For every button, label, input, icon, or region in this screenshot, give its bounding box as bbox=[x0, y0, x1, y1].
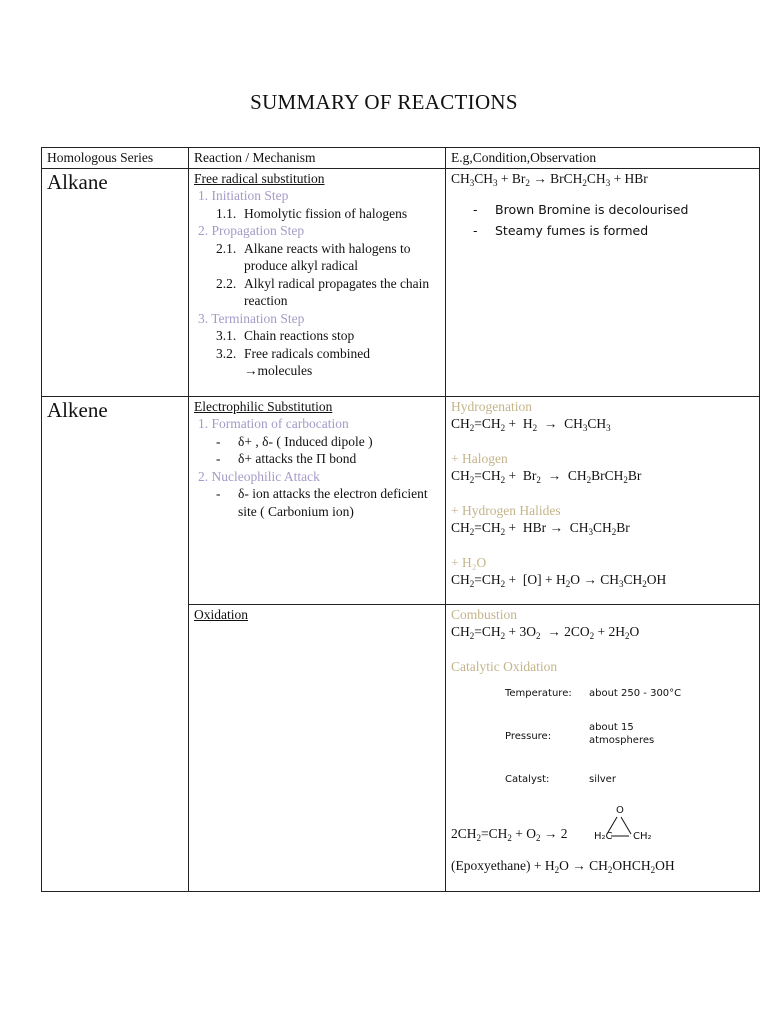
header-eg-condition-observation: E.g,Condition,Observation bbox=[446, 148, 760, 169]
label-combustion: Combustion bbox=[451, 606, 518, 622]
header-reaction-mechanism: Reaction / Mechanism bbox=[189, 148, 446, 169]
mechanism-title-alkene: Electrophilic Substitution bbox=[194, 398, 333, 414]
equation-water: $CH_2=CH_2 + [O] + H_2O \to CH_3CH_2OH$ bbox=[451, 572, 667, 589]
example-cell-alkane bbox=[446, 168, 760, 396]
reactions-table bbox=[41, 147, 760, 892]
substep-3-1: 3.1. Chain reactions stop bbox=[216, 328, 355, 343]
series-alkane: Alkane bbox=[47, 169, 108, 194]
equation-epoxyethane-hydration: (Epoxyethane) + $H_2O$ → $CH_2OHCH_2OH$ bbox=[451, 858, 675, 875]
condition-catalyst-label: Catalyst: bbox=[505, 774, 550, 785]
page-title: SUMMARY OF REACTIONS bbox=[250, 90, 518, 114]
mechanism-title-oxidation: Oxidation bbox=[194, 606, 248, 622]
observation-steamy-fumes: - Steamy fumes is formed bbox=[473, 222, 649, 238]
mechanism-cell-alkene bbox=[189, 396, 446, 604]
mechanism-cell-alkane bbox=[189, 168, 446, 396]
substep-1-1: 1.1. Homolytic fission of halogens bbox=[216, 205, 408, 221]
label-halogen: + Halogen bbox=[451, 450, 508, 466]
epoxide-right-carbon: CH₂ bbox=[633, 831, 652, 842]
condition-pressure-value: about 15 atmospheres bbox=[589, 722, 655, 746]
header-homologous-series: Homologous Series bbox=[42, 148, 189, 169]
substep-3-2: 3.2. Free radicals combined →molecules bbox=[216, 345, 370, 378]
catalytic-conditions bbox=[451, 675, 754, 805]
mechanism-title-alkane: Free radical substitution bbox=[194, 170, 325, 186]
example-cell-alkene bbox=[446, 396, 760, 604]
step-initiation: 1. Initiation Step bbox=[198, 188, 289, 203]
equation-halogen: $CH_2=CH_2 + Br_2$ → $CH_2BrCH_2Br$ bbox=[451, 468, 642, 485]
condition-temperature-value: about 250 - 300°C bbox=[589, 688, 682, 699]
label-water: + H₂O bbox=[451, 554, 487, 570]
step-nucleophilic: 2. Nucleophilic Attack bbox=[198, 468, 320, 484]
equation-alkane-bromination: $CH_3CH_3 + Br_2$ → $BrCH_2CH_3$ + HBr bbox=[451, 170, 648, 188]
example-cell-oxidation bbox=[446, 604, 760, 891]
equation-epoxidation: $2CH_2=CH_2 + O_2 \to 2$ O H₂C CH₂ bbox=[451, 805, 754, 845]
step-carbocation: 1. Formation of carbocation bbox=[198, 416, 349, 431]
table-row-alkene bbox=[42, 396, 760, 604]
equation-combustion: $CH_2=CH_2 + 3O_2 \to 2CO_2 + 2H_2O$ bbox=[451, 624, 640, 641]
step-carbocation-a: - δ+ , δ- ( Induced dipole ) bbox=[216, 433, 373, 449]
series-alkene: Alkene bbox=[47, 397, 108, 422]
mechanism-cell-oxidation bbox=[189, 604, 446, 891]
label-hydrogenation: Hydrogenation bbox=[451, 398, 532, 414]
step-termination: 3. Termination Step bbox=[198, 310, 305, 326]
table-header-row bbox=[42, 148, 760, 169]
substep-2-1: 2.1. Alkane reacts with halogens to produce alkyl radical bbox=[216, 240, 411, 273]
label-catalytic-oxidation: Catalytic Oxidation bbox=[451, 658, 558, 674]
equation-hydrogenation: $CH_2=CH_2 + H_2 \to CH_3CH_3$ bbox=[451, 416, 611, 433]
series-cell-alkene bbox=[42, 396, 189, 891]
condition-temperature-label: Temperature: bbox=[505, 688, 572, 699]
step-carbocation-b: - δ+ attacks the Π bond bbox=[216, 451, 357, 466]
epoxide-left-carbon: H₂C bbox=[594, 831, 613, 842]
step-nucleophilic-a: - δ- ion attacks the electron deficient site ( Carbonium ion) bbox=[216, 486, 428, 519]
equation-hydrogen-halides: $CH_2=CH_2$ + HBr → $CH_3CH_2Br$ bbox=[451, 520, 630, 537]
label-hydrogen-halides: + Hydrogen Halides bbox=[451, 502, 561, 518]
condition-pressure-label: Pressure: bbox=[505, 731, 552, 742]
epoxide-oxygen: O bbox=[616, 805, 624, 816]
step-propagation: 2. Propagation Step bbox=[198, 223, 305, 238]
observation-decolourised: - Brown Bromine is decolourised bbox=[473, 202, 689, 217]
substep-2-2: 2.2. Alkyl radical propagates the chain reaction bbox=[216, 275, 430, 308]
condition-catalyst-value: silver bbox=[589, 774, 616, 785]
table-row-alkane bbox=[42, 168, 760, 396]
series-cell-alkane bbox=[42, 168, 189, 396]
